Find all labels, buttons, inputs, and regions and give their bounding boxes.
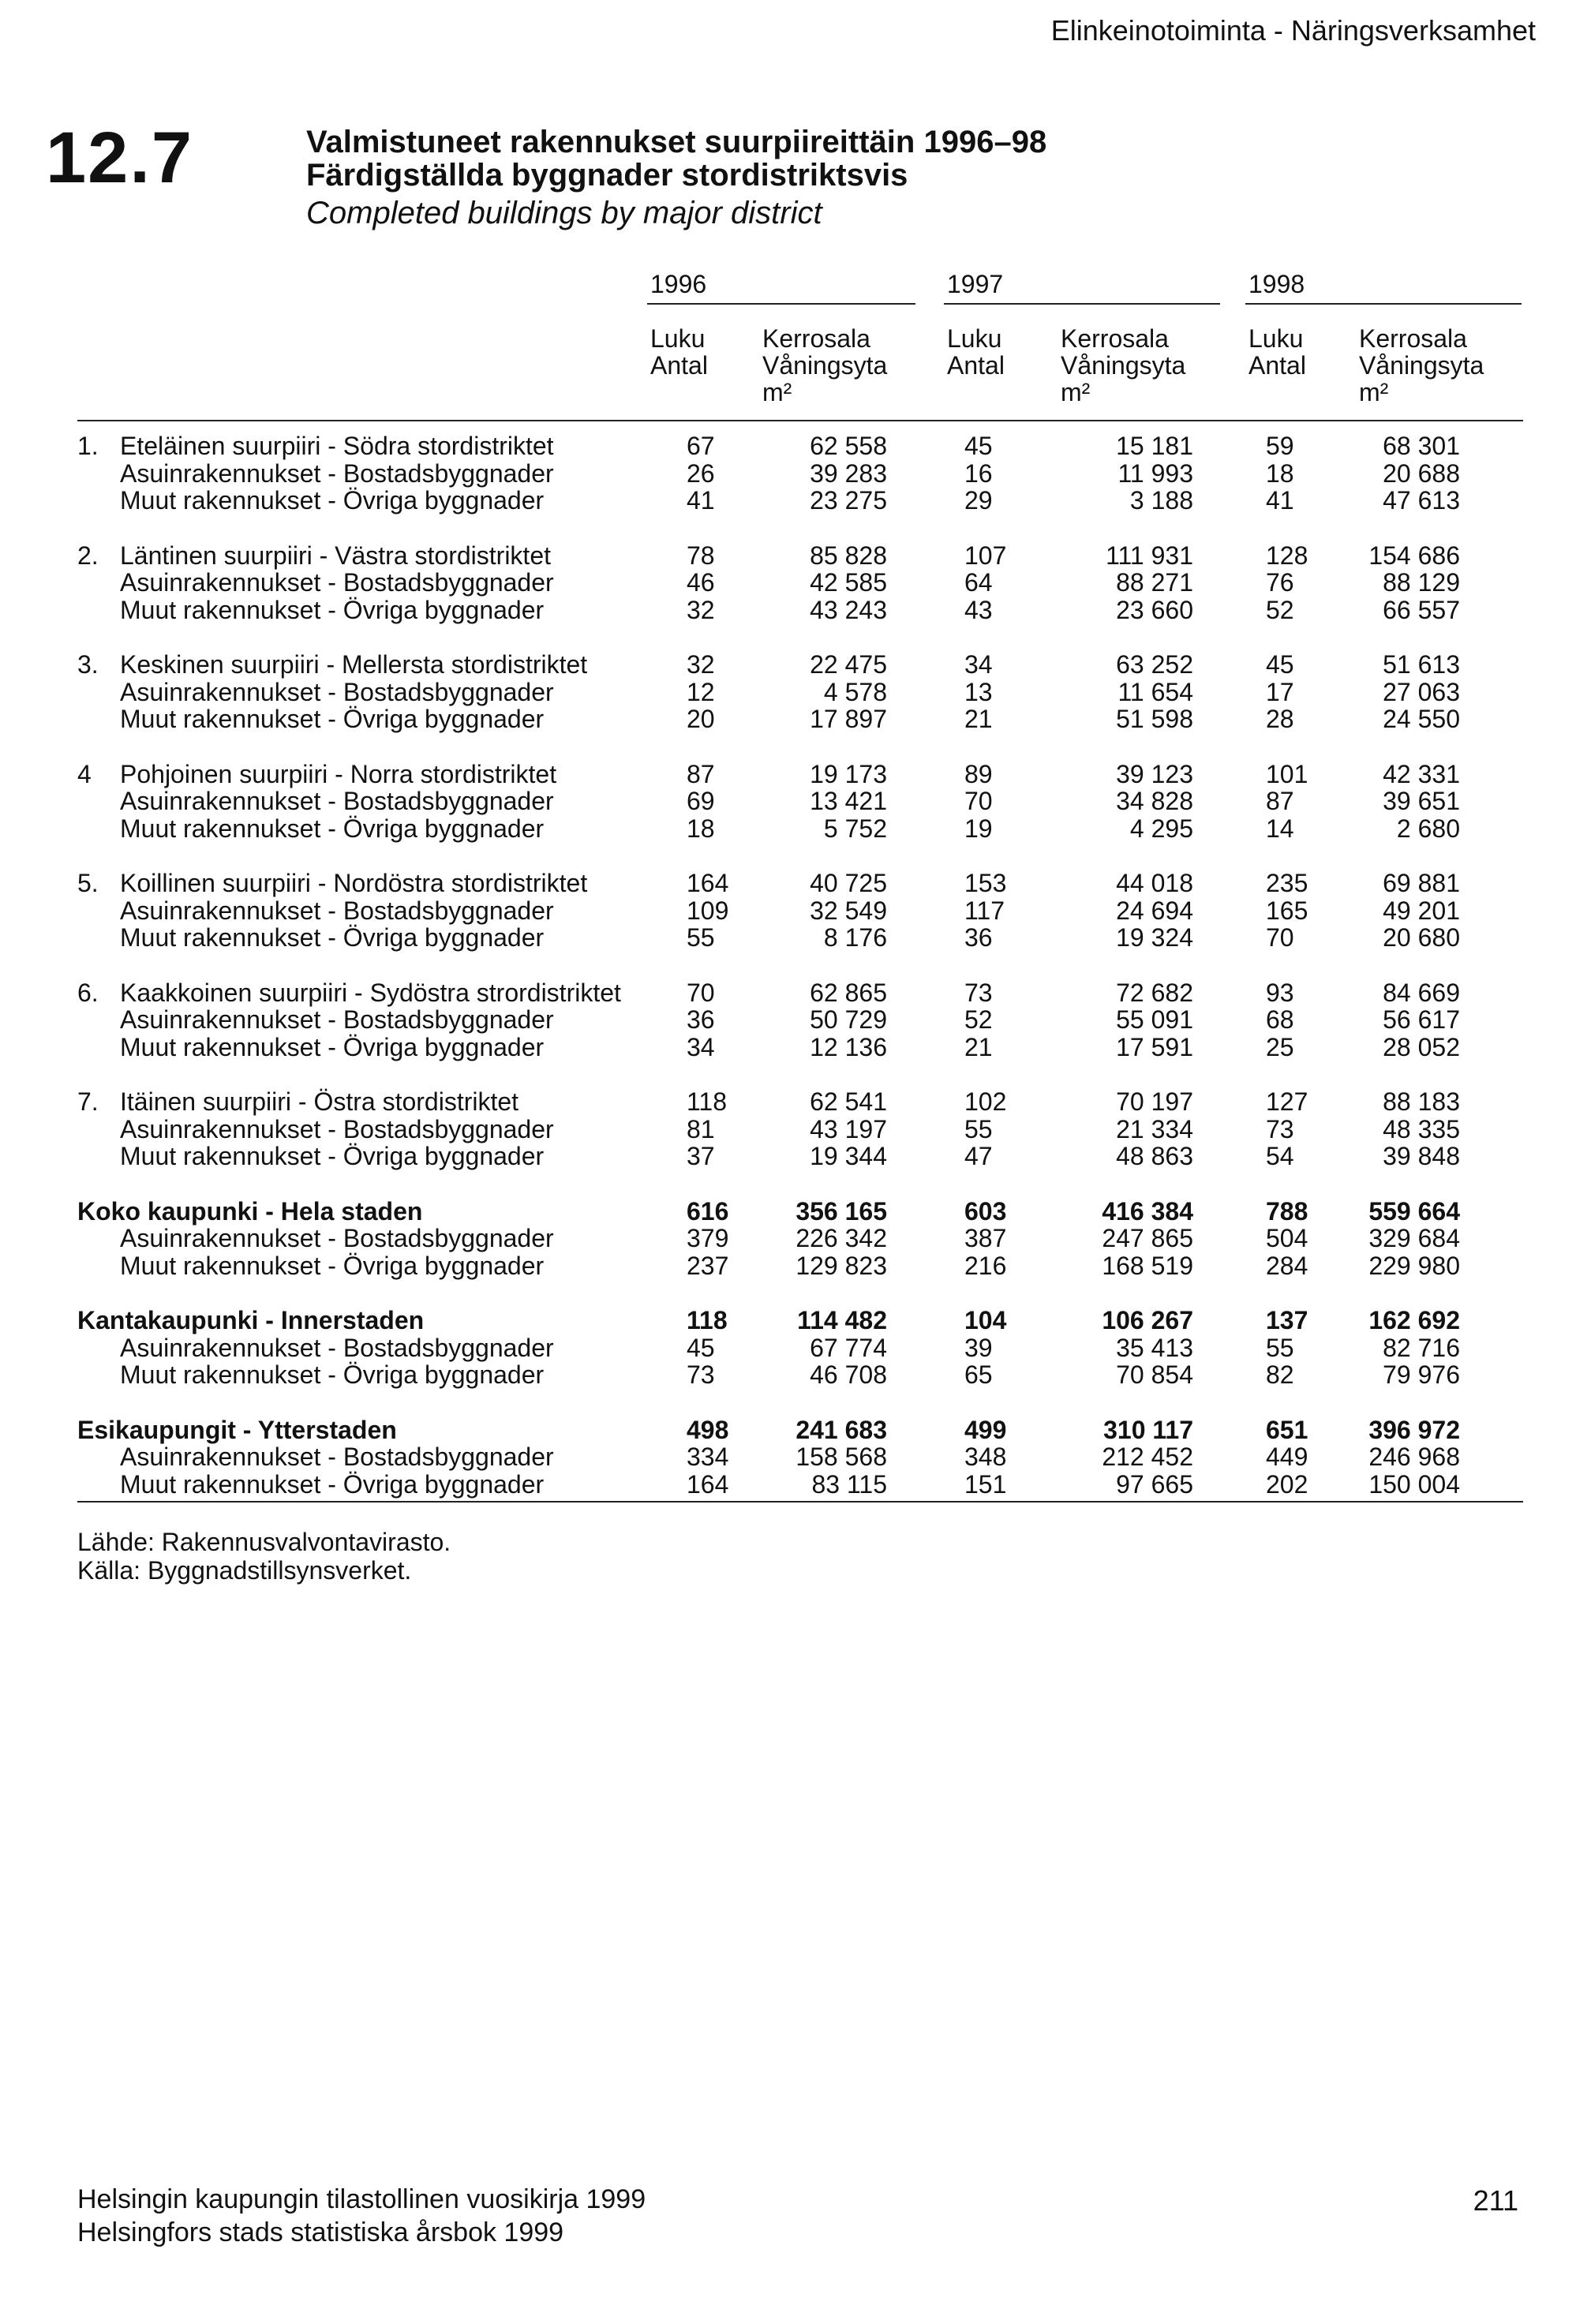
cell-count-1998: 45 xyxy=(1266,650,1294,679)
cell-count-1997: 39 xyxy=(964,1333,993,1362)
row-label: Asuinrakennukset - Bostadsbyggnader xyxy=(120,896,554,925)
cell-area-1996: 4 578 xyxy=(823,677,887,706)
cell-area-1997: 212 452 xyxy=(1102,1443,1193,1471)
cell-count-1998: 93 xyxy=(1266,978,1294,1007)
cell-count-1996: 69 xyxy=(687,787,715,815)
cell-count-1996: 20 xyxy=(687,705,715,733)
row-label: Asuinrakennukset - Bostadsbyggnader xyxy=(120,1114,554,1143)
cell-count-1998: 41 xyxy=(1266,486,1294,515)
table-row xyxy=(0,761,1591,788)
row-number: 6. xyxy=(77,978,99,1007)
cell-count-1998: 18 xyxy=(1266,458,1294,488)
table-subrow xyxy=(0,1116,1591,1143)
cell-count-1997: 13 xyxy=(964,677,993,706)
cell-area-1997: 51 598 xyxy=(1116,705,1193,733)
cell-area-1997: 23 660 xyxy=(1116,595,1193,624)
cell-area-1998: 88 129 xyxy=(1383,568,1460,597)
cell-area-1998: 27 063 xyxy=(1383,677,1460,706)
row-label: Asuinrakennukset - Bostadsbyggnader xyxy=(120,1224,554,1252)
cell-count-1998: 82 xyxy=(1266,1360,1294,1389)
cell-count-1997: 21 xyxy=(964,705,993,733)
area-unit: m² xyxy=(1061,378,1091,406)
row-label: Pohjoinen suurpiiri - Norra stordistriktet xyxy=(120,759,557,788)
row-label: Asuinrakennukset - Bostadsbyggnader xyxy=(120,458,554,488)
cell-count-1996: 32 xyxy=(687,595,715,624)
cell-area-1997: 70 197 xyxy=(1116,1087,1193,1116)
cell-area-1997: 11 654 xyxy=(1117,677,1193,706)
cell-count-1997: 151 xyxy=(964,1469,1007,1499)
cell-count-1998: 54 xyxy=(1266,1142,1294,1170)
row-label: Muut rakennukset - Övriga byggnader xyxy=(120,486,545,515)
count-label-sv: Antal xyxy=(650,351,708,380)
cell-count-1996: 498 xyxy=(687,1415,729,1444)
cell-count-1997: 73 xyxy=(964,978,993,1007)
table-subrow xyxy=(0,1225,1591,1252)
table-subrow xyxy=(0,1006,1591,1033)
table-subrow xyxy=(0,487,1591,514)
table-subrow xyxy=(0,1034,1591,1061)
cell-area-1998: 2 680 xyxy=(1396,814,1460,843)
cell-count-1997: 216 xyxy=(964,1251,1007,1280)
cell-area-1997: 111 931 xyxy=(1106,541,1193,570)
cell-count-1996: 379 xyxy=(687,1224,729,1252)
cell-count-1996: 164 xyxy=(687,1469,729,1499)
cell-area-1996: 40 725 xyxy=(810,869,887,897)
row-label: Muut rakennukset - Övriga byggnader xyxy=(120,1251,545,1280)
table-subrow xyxy=(0,1334,1591,1361)
row-label: Muut rakennukset - Övriga byggnader xyxy=(120,1360,545,1389)
col-head-count-1997 xyxy=(947,325,1005,379)
cell-count-1997: 64 xyxy=(964,568,993,597)
cell-area-1998: 82 716 xyxy=(1383,1333,1460,1362)
cell-area-1996: 17 897 xyxy=(810,705,887,733)
cell-area-1997: 44 018 xyxy=(1116,869,1193,897)
count-label-sv: Antal xyxy=(1248,351,1306,380)
area-label-fi: Kerrosala xyxy=(762,324,870,353)
cell-count-1996: 34 xyxy=(687,1032,715,1061)
table-subrow xyxy=(0,597,1591,623)
cell-area-1998: 329 684 xyxy=(1368,1224,1460,1252)
table-subrow xyxy=(0,569,1591,596)
table-subrow xyxy=(0,1471,1591,1498)
cell-count-1998: 127 xyxy=(1266,1087,1308,1116)
cell-count-1998: 28 xyxy=(1266,705,1294,733)
cell-count-1998: 101 xyxy=(1266,759,1308,788)
cell-area-1996: 23 275 xyxy=(810,486,887,515)
cell-count-1998: 52 xyxy=(1266,595,1294,624)
cell-area-1996: 19 344 xyxy=(810,1142,887,1170)
cell-count-1996: 118 xyxy=(687,1087,728,1116)
table-subrow xyxy=(0,924,1591,951)
area-label-fi: Kerrosala xyxy=(1359,324,1467,353)
cell-area-1996: 8 176 xyxy=(823,923,887,952)
cell-count-1996: 70 xyxy=(687,978,715,1007)
cell-count-1996: 87 xyxy=(687,759,715,788)
table-subrow xyxy=(0,1361,1591,1388)
table-subrow xyxy=(0,1143,1591,1169)
cell-area-1998: 66 557 xyxy=(1383,595,1460,624)
cell-count-1998: 25 xyxy=(1266,1032,1294,1061)
row-label: Asuinrakennukset - Bostadsbyggnader xyxy=(120,677,554,706)
cell-count-1998: 17 xyxy=(1266,677,1294,706)
table-subrow xyxy=(0,460,1591,487)
cell-count-1997: 348 xyxy=(964,1443,1007,1471)
row-label: Koillinen suurpiiri - Nordöstra stordistriktet xyxy=(120,869,588,897)
cell-area-1996: 5 752 xyxy=(823,814,887,843)
cell-count-1997: 603 xyxy=(964,1196,1007,1226)
row-label: Esikaupungit - Ytterstaden xyxy=(77,1415,397,1444)
cell-area-1998: 88 183 xyxy=(1383,1087,1460,1116)
cell-count-1996: 109 xyxy=(687,896,729,925)
cell-area-1996: 13 421 xyxy=(810,787,887,815)
cell-count-1996: 18 xyxy=(687,814,715,843)
cell-count-1997: 19 xyxy=(964,814,993,843)
cell-count-1997: 29 xyxy=(964,486,993,515)
row-label: Asuinrakennukset - Bostadsbyggnader xyxy=(120,568,554,597)
cell-area-1997: 55 091 xyxy=(1116,1005,1193,1034)
row-number: 7. xyxy=(77,1087,99,1116)
cell-count-1998: 284 xyxy=(1266,1251,1308,1280)
cell-count-1998: 128 xyxy=(1266,541,1308,570)
footer-finnish: Helsingin kaupungin tilastollinen vuosikirja 1999 xyxy=(77,2184,646,2214)
count-label-fi: Luku xyxy=(1248,324,1304,353)
table-header-rule xyxy=(77,420,1523,421)
cell-count-1996: 237 xyxy=(687,1251,729,1280)
cell-area-1998: 48 335 xyxy=(1383,1114,1460,1143)
cell-area-1998: 39 848 xyxy=(1383,1142,1460,1170)
cell-count-1997: 55 xyxy=(964,1114,993,1143)
year-1996: 1996 xyxy=(650,270,707,298)
area-label-fi: Kerrosala xyxy=(1061,324,1169,353)
year-1997: 1997 xyxy=(947,270,1004,298)
cell-area-1998: 246 968 xyxy=(1368,1443,1460,1471)
cell-area-1998: 68 301 xyxy=(1383,432,1460,460)
row-label: Muut rakennukset - Övriga byggnader xyxy=(120,814,545,843)
row-label: Asuinrakennukset - Bostadsbyggnader xyxy=(120,1443,554,1471)
cell-area-1996: 22 475 xyxy=(810,650,887,679)
cell-area-1997: 15 181 xyxy=(1116,432,1193,460)
cell-area-1997: 106 267 xyxy=(1102,1306,1193,1334)
cell-count-1997: 107 xyxy=(964,541,1007,570)
col-head-area-1998 xyxy=(1359,325,1484,406)
cell-area-1997: 21 334 xyxy=(1116,1114,1193,1143)
cell-area-1997: 247 865 xyxy=(1102,1224,1193,1252)
cell-area-1996: 62 865 xyxy=(810,978,887,1007)
cell-count-1997: 387 xyxy=(964,1224,1007,1252)
cell-area-1996: 42 585 xyxy=(810,568,887,597)
cell-count-1997: 43 xyxy=(964,595,993,624)
cell-count-1996: 55 xyxy=(687,923,715,952)
cell-area-1998: 79 976 xyxy=(1383,1360,1460,1389)
cell-count-1998: 449 xyxy=(1266,1443,1308,1471)
cell-area-1996: 62 558 xyxy=(810,432,887,460)
area-label-sv: Våningsyta xyxy=(762,351,888,380)
cell-area-1997: 72 682 xyxy=(1116,978,1193,1007)
title-swedish: Färdigställda byggnader stordistriktsvis xyxy=(306,158,908,193)
cell-area-1997: 34 828 xyxy=(1116,787,1193,815)
row-number: 2. xyxy=(77,541,99,570)
footer-swedish: Helsingfors stads statistiska årsbok 1999 xyxy=(77,2217,564,2247)
cell-area-1998: 42 331 xyxy=(1383,759,1460,788)
row-label: Eteläinen suurpiiri - Södra stordistriktet xyxy=(120,432,554,460)
page-number: 211 xyxy=(1473,2184,1518,2217)
cell-area-1996: 32 549 xyxy=(810,896,887,925)
cell-area-1998: 47 613 xyxy=(1383,486,1460,515)
cell-count-1996: 118 xyxy=(687,1306,728,1334)
cell-count-1998: 70 xyxy=(1266,923,1294,952)
cell-count-1996: 81 xyxy=(687,1114,715,1143)
cell-area-1997: 88 271 xyxy=(1116,568,1193,597)
row-label: Asuinrakennukset - Bostadsbyggnader xyxy=(120,1005,554,1034)
cell-count-1997: 21 xyxy=(964,1032,993,1061)
cell-area-1997: 17 591 xyxy=(1116,1032,1193,1061)
area-unit: m² xyxy=(1359,378,1389,406)
table-subrow xyxy=(0,679,1591,705)
area-unit: m² xyxy=(762,378,792,406)
table-subrow xyxy=(0,1443,1591,1470)
row-label: Muut rakennukset - Övriga byggnader xyxy=(120,595,545,624)
area-label-sv: Våningsyta xyxy=(1359,351,1484,380)
year-rule-1997 xyxy=(944,303,1220,305)
row-label: Asuinrakennukset - Bostadsbyggnader xyxy=(120,1333,554,1362)
table-row xyxy=(0,542,1591,569)
row-label: Läntinen suurpiiri - Västra stordistriktet xyxy=(120,541,551,570)
cell-count-1997: 47 xyxy=(964,1142,993,1170)
cell-area-1996: 226 342 xyxy=(796,1224,887,1252)
cell-count-1996: 26 xyxy=(687,458,715,488)
year-1998: 1998 xyxy=(1248,270,1305,298)
cell-area-1998: 162 692 xyxy=(1368,1306,1460,1334)
cell-count-1997: 34 xyxy=(964,650,993,679)
cell-count-1998: 165 xyxy=(1266,896,1308,925)
cell-area-1997: 48 863 xyxy=(1116,1142,1193,1170)
cell-count-1998: 76 xyxy=(1266,568,1294,597)
cell-count-1997: 102 xyxy=(964,1087,1007,1116)
cell-count-1997: 52 xyxy=(964,1005,993,1034)
cell-count-1998: 59 xyxy=(1266,432,1294,460)
cell-count-1997: 45 xyxy=(964,432,993,460)
cell-count-1996: 32 xyxy=(687,650,715,679)
cell-area-1998: 20 688 xyxy=(1383,458,1460,488)
cell-area-1997: 3 188 xyxy=(1129,486,1193,515)
cell-area-1997: 35 413 xyxy=(1116,1333,1193,1362)
cell-count-1996: 36 xyxy=(687,1005,715,1034)
cell-area-1997: 97 665 xyxy=(1116,1469,1193,1499)
cell-area-1998: 396 972 xyxy=(1368,1415,1460,1444)
cell-count-1998: 235 xyxy=(1266,869,1308,897)
cell-area-1997: 4 295 xyxy=(1129,814,1193,843)
cell-count-1998: 14 xyxy=(1266,814,1294,843)
table-row xyxy=(0,870,1591,896)
cell-area-1998: 150 004 xyxy=(1368,1469,1460,1499)
row-number: 5. xyxy=(77,869,99,897)
col-head-area-1997 xyxy=(1061,325,1185,406)
cell-area-1997: 168 519 xyxy=(1102,1251,1193,1280)
count-label-fi: Luku xyxy=(650,324,706,353)
cell-area-1997: 24 694 xyxy=(1116,896,1193,925)
cell-area-1998: 39 651 xyxy=(1383,787,1460,815)
row-label: Itäinen suurpiiri - Östra stordistriktet xyxy=(120,1087,519,1116)
table-subrow xyxy=(0,897,1591,924)
cell-count-1996: 12 xyxy=(687,677,715,706)
cell-count-1998: 87 xyxy=(1266,787,1294,815)
cell-count-1998: 137 xyxy=(1266,1306,1308,1334)
cell-count-1996: 67 xyxy=(687,432,715,460)
cell-area-1996: 356 165 xyxy=(796,1196,887,1226)
cell-count-1998: 651 xyxy=(1266,1415,1308,1444)
cell-count-1998: 504 xyxy=(1266,1224,1308,1252)
cell-count-1996: 45 xyxy=(687,1333,715,1362)
table-subrow xyxy=(0,1252,1591,1279)
row-label: Muut rakennukset - Övriga byggnader xyxy=(120,1142,545,1170)
col-head-area-1996 xyxy=(762,325,887,406)
row-label: Keskinen suurpiiri - Mellersta stordistriktet xyxy=(120,650,588,679)
source-swedish: Källa: Byggnadstillsynsverket. xyxy=(77,1556,412,1585)
area-label-sv: Våningsyta xyxy=(1061,351,1186,380)
cell-count-1996: 37 xyxy=(687,1142,715,1170)
cell-count-1998: 788 xyxy=(1266,1196,1308,1226)
cell-count-1998: 202 xyxy=(1266,1469,1308,1499)
table-row xyxy=(0,1416,1591,1443)
year-rule-1996 xyxy=(647,303,915,305)
table-subrow xyxy=(0,705,1591,732)
cell-area-1997: 310 117 xyxy=(1103,1415,1193,1444)
cell-area-1997: 11 993 xyxy=(1117,458,1193,488)
row-label: Kantakaupunki - Innerstaden xyxy=(77,1306,425,1334)
cell-area-1998: 559 664 xyxy=(1368,1196,1460,1226)
cell-count-1997: 16 xyxy=(964,458,993,488)
row-label: Asuinrakennukset - Bostadsbyggnader xyxy=(120,787,554,815)
col-head-count-1998 xyxy=(1248,325,1306,379)
row-label: Muut rakennukset - Övriga byggnader xyxy=(120,1469,545,1499)
cell-area-1996: 43 197 xyxy=(810,1114,887,1143)
cell-count-1998: 73 xyxy=(1266,1114,1294,1143)
cell-count-1997: 104 xyxy=(964,1306,1007,1334)
cell-area-1996: 83 115 xyxy=(811,1469,887,1499)
cell-area-1998: 229 980 xyxy=(1368,1251,1460,1280)
col-head-count-1996 xyxy=(650,325,708,379)
table-row xyxy=(0,432,1591,459)
cell-count-1996: 41 xyxy=(687,486,715,515)
row-label: Kaakkoinen suurpiiri - Sydöstra strordistriktet xyxy=(120,978,621,1007)
cell-count-1996: 334 xyxy=(687,1443,729,1471)
cell-area-1997: 63 252 xyxy=(1116,650,1193,679)
cell-area-1996: 43 243 xyxy=(810,595,887,624)
cell-count-1996: 46 xyxy=(687,568,715,597)
cell-area-1996: 158 568 xyxy=(796,1443,887,1471)
row-number: 1. xyxy=(77,432,99,460)
cell-area-1996: 12 136 xyxy=(810,1032,887,1061)
cell-count-1997: 89 xyxy=(964,759,993,788)
cell-area-1997: 19 324 xyxy=(1116,923,1193,952)
cell-count-1997: 70 xyxy=(964,787,993,815)
table-row xyxy=(0,1307,1591,1334)
table-subrow xyxy=(0,788,1591,814)
title-finnish: Valmistuneet rakennukset suurpiireittäin 1996–98 xyxy=(306,125,1047,159)
cell-count-1996: 164 xyxy=(687,869,729,897)
table-subrow xyxy=(0,815,1591,842)
table-row xyxy=(0,1198,1591,1225)
table-bottom-rule xyxy=(77,1501,1523,1503)
table-row xyxy=(0,1088,1591,1115)
cell-area-1996: 39 283 xyxy=(810,458,887,488)
row-label: Koko kaupunki - Hela staden xyxy=(77,1196,423,1226)
cell-area-1996: 62 541 xyxy=(810,1087,887,1116)
cell-area-1996: 241 683 xyxy=(796,1415,887,1444)
source-finnish: Lähde: Rakennusvalvontavirasto. xyxy=(77,1528,451,1556)
table-row xyxy=(0,651,1591,678)
cell-count-1997: 117 xyxy=(964,896,1005,925)
cell-area-1998: 154 686 xyxy=(1368,541,1460,570)
cell-count-1997: 36 xyxy=(964,923,993,952)
cell-area-1996: 50 729 xyxy=(810,1005,887,1034)
cell-count-1996: 73 xyxy=(687,1360,715,1389)
cell-count-1997: 153 xyxy=(964,869,1007,897)
title-english: Completed buildings by major district xyxy=(306,196,822,230)
count-label-sv: Antal xyxy=(947,351,1005,380)
row-number: 4 xyxy=(77,759,92,788)
cell-count-1996: 616 xyxy=(687,1196,729,1226)
cell-count-1997: 499 xyxy=(964,1415,1007,1444)
table-row xyxy=(0,979,1591,1006)
cell-area-1998: 20 680 xyxy=(1383,923,1460,952)
cell-area-1997: 70 854 xyxy=(1116,1360,1193,1389)
cell-area-1998: 56 617 xyxy=(1383,1005,1460,1034)
cell-area-1996: 67 774 xyxy=(810,1333,887,1362)
cell-area-1997: 416 384 xyxy=(1102,1196,1193,1226)
running-header: Elinkeinotoiminta - Näringsverksamhet xyxy=(1050,14,1536,47)
cell-count-1998: 55 xyxy=(1266,1333,1294,1362)
cell-area-1998: 24 550 xyxy=(1383,705,1460,733)
cell-area-1996: 129 823 xyxy=(796,1251,887,1280)
count-label-fi: Luku xyxy=(947,324,1002,353)
cell-area-1998: 84 669 xyxy=(1383,978,1460,1007)
row-label: Muut rakennukset - Övriga byggnader xyxy=(120,923,545,952)
row-number: 3. xyxy=(77,650,99,679)
cell-count-1998: 68 xyxy=(1266,1005,1294,1034)
cell-count-1996: 78 xyxy=(687,541,715,570)
row-label: Muut rakennukset - Övriga byggnader xyxy=(120,1032,545,1061)
cell-area-1998: 69 881 xyxy=(1383,869,1460,897)
cell-area-1996: 46 708 xyxy=(810,1360,887,1389)
cell-area-1997: 39 123 xyxy=(1116,759,1193,788)
cell-area-1998: 49 201 xyxy=(1383,896,1460,925)
cell-area-1996: 19 173 xyxy=(810,759,887,788)
cell-area-1998: 51 613 xyxy=(1383,650,1460,679)
cell-area-1996: 85 828 xyxy=(810,541,887,570)
cell-area-1996: 114 482 xyxy=(797,1306,887,1334)
cell-area-1998: 28 052 xyxy=(1383,1032,1460,1061)
year-rule-1998 xyxy=(1245,303,1522,305)
section-number: 12.7 xyxy=(46,118,194,198)
cell-count-1997: 65 xyxy=(964,1360,993,1389)
row-label: Muut rakennukset - Övriga byggnader xyxy=(120,705,545,733)
